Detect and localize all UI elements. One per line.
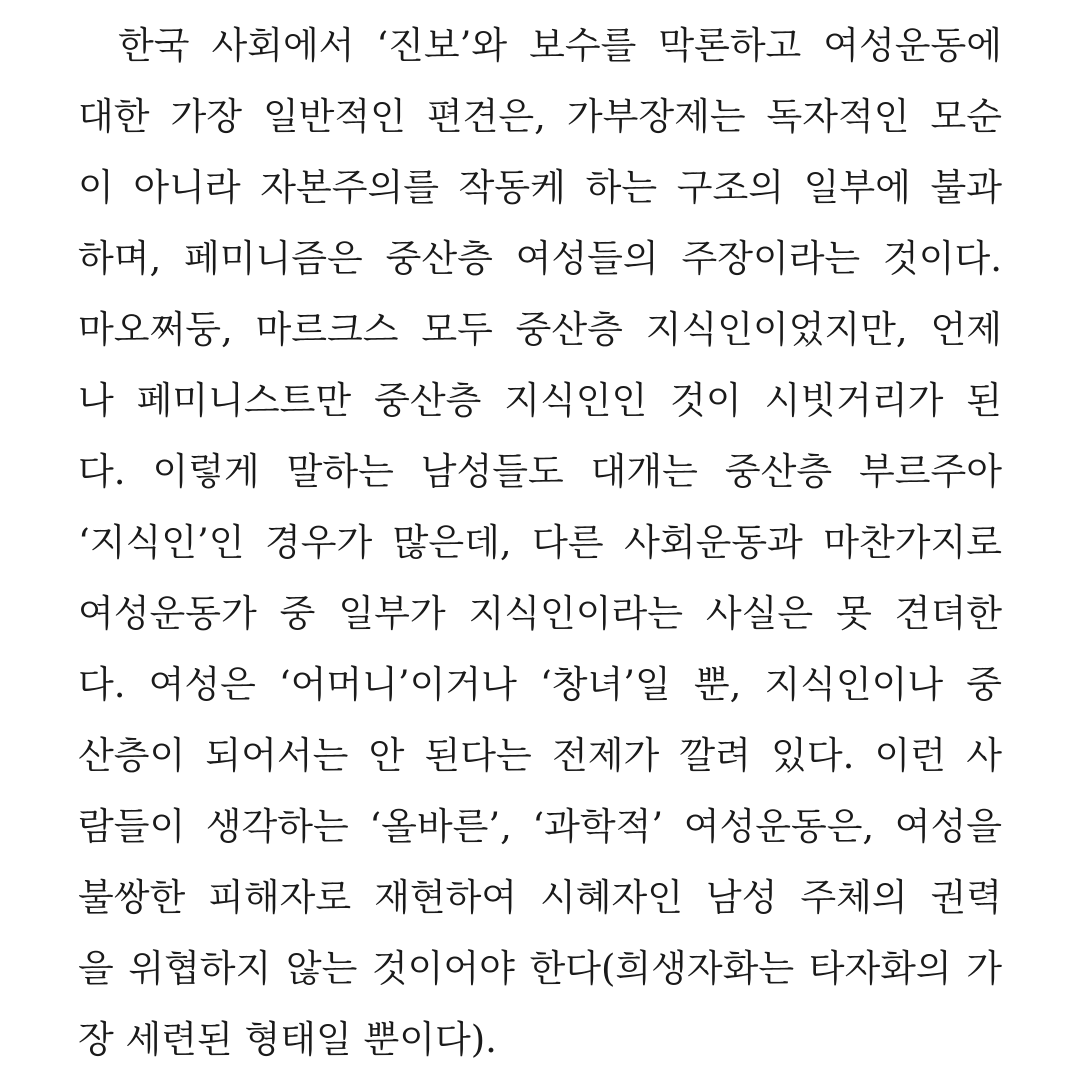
paragraph-line-7: 다. 이렇게 말하는 남성들도 대개는 중산층 부르주아 bbox=[78, 450, 1002, 493]
paragraph-line-11: 산층이 되어서는 안 된다는 전제가 깔려 있다. 이런 사 bbox=[78, 734, 1002, 777]
paragraph-line-3: 이 아니라 자본주의를 작동케 하는 구조의 일부에 불과 bbox=[78, 166, 1002, 209]
paragraph-line-10: 다. 여성은 ‘어머니’이거나 ‘창녀’일 뿐, 지식인이나 중 bbox=[78, 663, 1002, 706]
paragraph-line-6: 나 페미니스트만 중산층 지식인인 것이 시빗거리가 된 bbox=[78, 379, 1002, 422]
paragraph-line-1: 한국 사회에서 ‘진보’와 보수를 막론하고 여성운동에 bbox=[118, 24, 1002, 67]
paragraph-line-5: 마오쩌둥, 마르크스 모두 중산층 지식인이었지만, 언제 bbox=[78, 308, 1002, 351]
paragraph-line-13: 불쌍한 피해자로 재현하여 시혜자인 남성 주체의 권력 bbox=[78, 876, 1002, 919]
paragraph-line-15: 장 세련된 형태일 뿐이다). bbox=[78, 1018, 497, 1061]
paragraph-line-2: 대한 가장 일반적인 편견은, 가부장제는 독자적인 모순 bbox=[78, 95, 1002, 138]
paragraph-line-14: 을 위협하지 않는 것이어야 한다(희생자화는 타자화의 가 bbox=[78, 947, 1002, 990]
paragraph-line-9: 여성운동가 중 일부가 지식인이라는 사실은 못 견뎌한 bbox=[78, 592, 1002, 635]
paragraph-line-4: 하며, 페미니즘은 중산층 여성들의 주장이라는 것이다. bbox=[78, 237, 1002, 280]
paragraph-line-12: 람들이 생각하는 ‘올바른’, ‘과학적’ 여성운동은, 여성을 bbox=[78, 805, 1002, 848]
paragraph-line-8: ‘지식인’인 경우가 많은데, 다른 사회운동과 마찬가지로 bbox=[78, 521, 1002, 564]
